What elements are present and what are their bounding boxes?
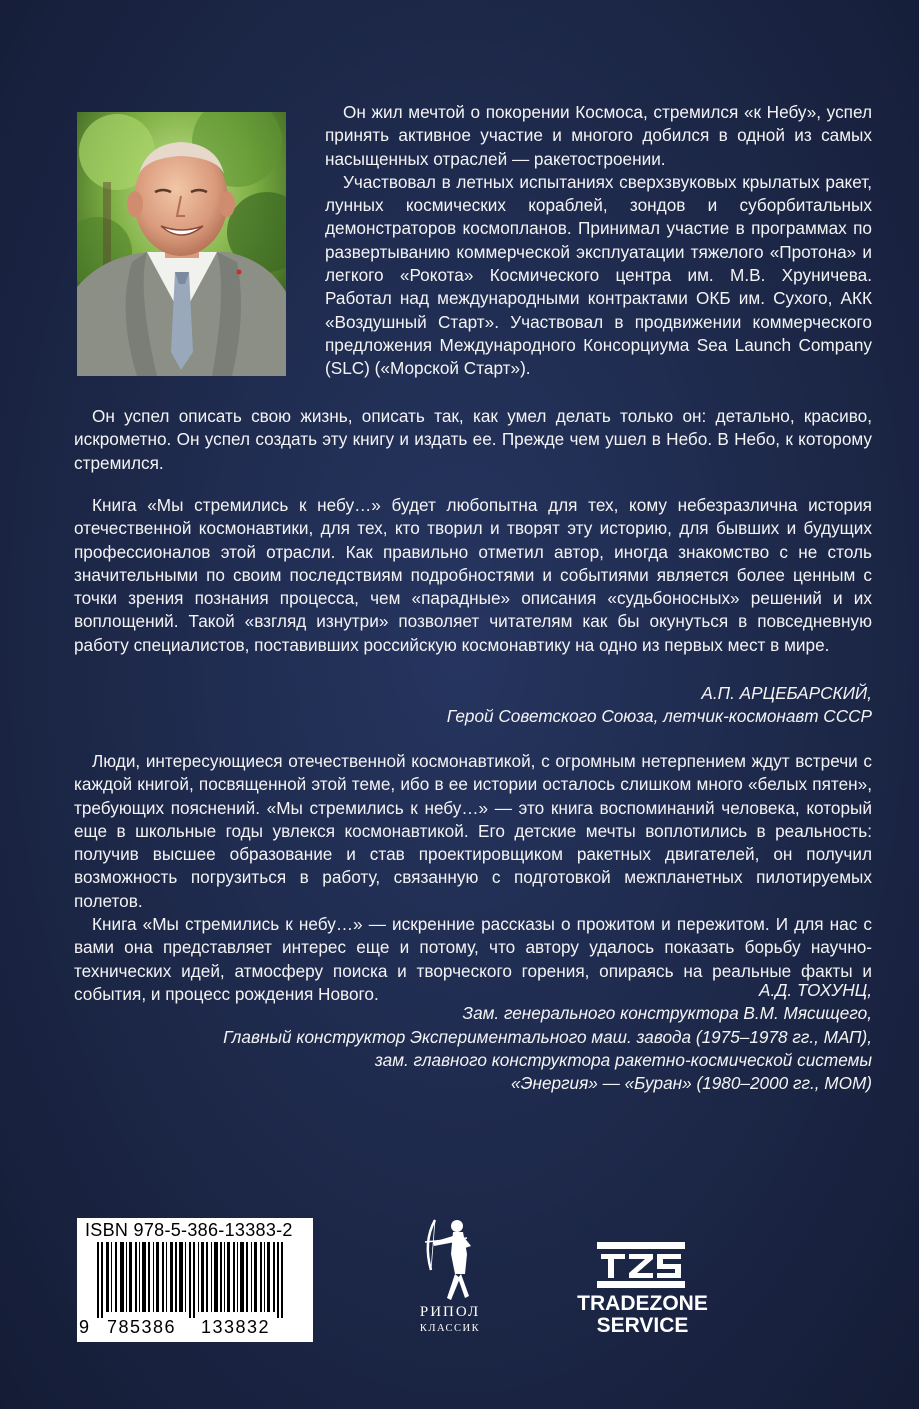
tzs-logo-icon bbox=[595, 1240, 687, 1290]
ripol-subtitle: КЛАССИК bbox=[419, 1323, 481, 1334]
ean-digit-first: 9 bbox=[79, 1317, 91, 1337]
review-paragraph-3: Книга «Мы стремились к небу…» — искренние рассказы о прожитом и пережитом. И для нас с вами она представляет интерес еще и потому, что автору удалось показать борьбу научно-технических идей, атмосферу поиска и творческого горения, опираясь на реальные факты и события, и процесс рождения Нового. bbox=[74, 914, 872, 1004]
tradezone-line-1: TRADEZONE bbox=[577, 1292, 708, 1315]
ean-group-left: 785386 bbox=[107, 1317, 177, 1337]
isbn-number: ISBN 978-5-386-13383-2 bbox=[85, 1220, 293, 1240]
review-paragraph-2: Люди, интересующиеся отечественной космонавтикой, с огромным нетерпением ждут встречи с каждой книгой, посвященной этой теме, ибо в ее истории осталось слишком много «белых пятен», требующих пояснений. «Мы стремились к небу…» — это книга воспоминаний человека, который еще в школьные годы увлекся космонавтикой. Его детские мечты воплотились в реальность: получив высшее образование и став проектировщиком ракетных двигателей, он получил возможность погрузиться в работу, связанную с подготовкой межпланетных пилотируемых полетов. bbox=[74, 751, 872, 911]
portrait-image bbox=[77, 112, 286, 376]
ripol-name: РИПОЛ bbox=[419, 1304, 481, 1320]
barcode-bars bbox=[87, 1242, 303, 1318]
memorial-paragraph: Он успел описать свою жизнь, описать так, как умел делать только он: детально, красиво, искрометно. Он успел создать эту книгу и издать ее. Прежде чем ушел в Небо. В Небо, к которому стремился. bbox=[74, 406, 872, 473]
signature-tokhunts bbox=[223, 979, 872, 1095]
intro-paragraph-2: Участвовал в летных испытаниях сверхзвуковых крылатых ракет, лунных космических кораблей, зондов и суборбитальных демонстраторов космопланов. Принимал участие в программах по развертыванию коммерческой эксплуатации тяжелого «Протона» и легкого «Рокота» Космического центра им. М.В. Хруничева. Работал над международными контрактами ОКБ им. Сухого, АКК «Воздушный Старт». Участвовал в продвижении коммерческого предложения Международного Консорциума Sea Launch Company (SLC) («Морской Старт»). bbox=[325, 171, 872, 379]
author-photo bbox=[77, 112, 286, 376]
review-paragraph-1: Книга «Мы стремились к небу…» будет любопытна для тех, кому небезразлична история отечественной космонавтики, для тех, кто творил и творят эту историю, для бывших и будущих профессионалов этой отрасли. Как правильно отметил автор, иногда знакомство с не столь значительными по своим последствиям подробностями и событиями является более ценным с точки зрения познания процесса, чем «парадные» описания «судьбоносных» решений и их воплощений. Такой «взгляд изнутри» позволяет читателям как бы окунуться в повседневную работу специалистов, поставивших российскую космонавтику на одно из первых мест в мире. bbox=[74, 495, 872, 655]
review-text-1 bbox=[74, 494, 872, 657]
intro-paragraph-1: Он жил мечтой о покорении Космоса, стремился «к Небу», успел принять активное участие и многого добился в одной из самых насыщенных отраслей — ракетостроении. bbox=[325, 102, 872, 169]
ean-group-right: 133832 bbox=[201, 1317, 271, 1337]
review-text-2 bbox=[74, 750, 872, 1006]
signature-line-2: Главный конструктор Экспериментального маш. завода (1975–1978 гг., МАП), bbox=[223, 1026, 872, 1047]
intro-text bbox=[325, 101, 872, 381]
tradezone-line-2: SERVICE bbox=[596, 1314, 689, 1337]
memorial-text bbox=[74, 405, 872, 475]
signature-name: А.Д. ТОХУНЦ, bbox=[759, 980, 872, 1000]
signature-name: А.П. АРЦЕБАРСКИЙ, bbox=[701, 683, 872, 703]
isbn-barcode bbox=[77, 1218, 313, 1342]
signature-title: Герой Советского Союза, летчик-космонавт СССР bbox=[446, 706, 872, 727]
tradezone-name bbox=[555, 1293, 730, 1337]
signature-line-3: зам. главного конструктора ракетно-космической системы bbox=[374, 1049, 872, 1070]
signature-line-4: «Энергия» — «Буран» (1980–2000 гг., МОМ) bbox=[511, 1073, 872, 1094]
signature-artsebarsky bbox=[447, 682, 872, 729]
signature-line-1: Зам. генерального конструктора В.М. Мясищего, bbox=[462, 1003, 872, 1024]
